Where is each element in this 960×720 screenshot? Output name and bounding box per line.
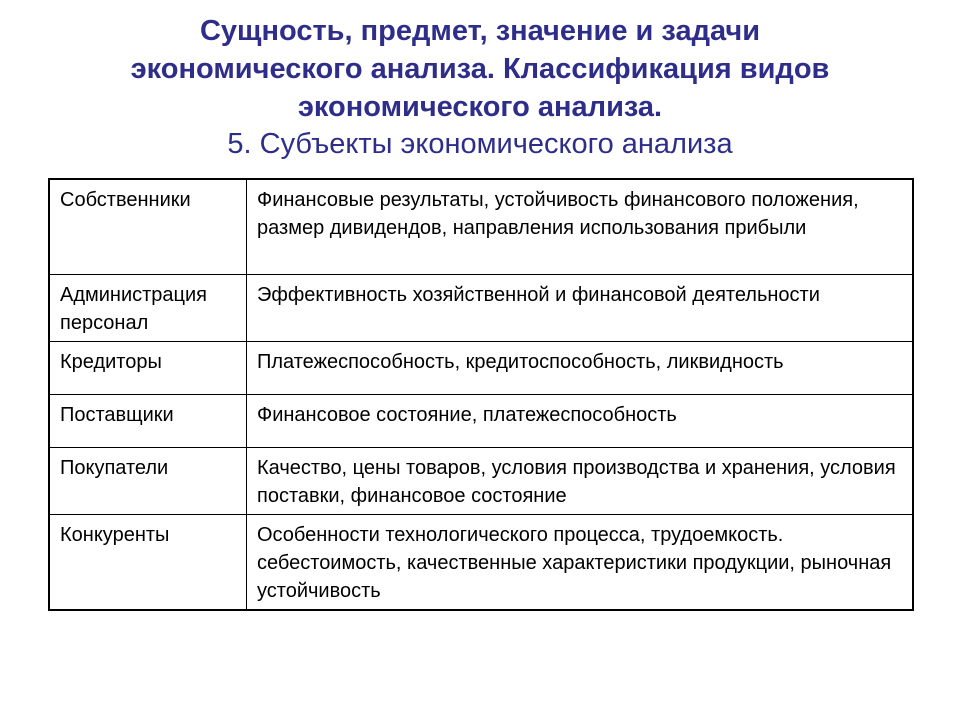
table-row (49, 515, 913, 611)
subject-cell: Покупатели (49, 448, 247, 515)
subject-cell: Администрация персонал (49, 275, 247, 342)
interest-cell: Платежеспособность, кредитоспособность, ликвидность (247, 342, 914, 395)
table-row (49, 179, 913, 275)
subject-cell: Конкуренты (49, 515, 247, 611)
table-row (49, 395, 913, 448)
slide-title-line-3: экономического анализа. (297, 91, 663, 123)
table-row (49, 275, 913, 342)
subject-cell: Собственники (49, 179, 247, 275)
subject-cell: Поставщики (49, 395, 247, 448)
interest-cell: Эффективность хозяйственной и финансовой деятельности (247, 275, 914, 342)
interest-cell: Качество, цены товаров, условия производства и хранения, условия поставки, финансовое состояние (247, 448, 914, 515)
interest-cell: Финансовые результаты, устойчивость финансового положения, размер дивидендов, направления использования прибыли (247, 179, 914, 275)
interest-cell: Финансовое состояние, платежеспособность (247, 395, 914, 448)
subjects-table (48, 178, 914, 611)
table-row (49, 342, 913, 395)
slide-subtitle: 5. Субъекты экономического анализа (227, 128, 733, 160)
slide-title-line-1: Сущность, предмет, значение и задачи (199, 15, 761, 47)
subject-cell: Кредиторы (49, 342, 247, 395)
slide-title-block (0, 12, 960, 162)
slide-title-line-2: экономического анализа. Классификация видов (130, 53, 830, 85)
table-row (49, 448, 913, 515)
interest-cell: Особенности технологического процесса, трудоемкость. себестоимость, качественные характеристики продукции, рыночная устойчивость (247, 515, 914, 611)
